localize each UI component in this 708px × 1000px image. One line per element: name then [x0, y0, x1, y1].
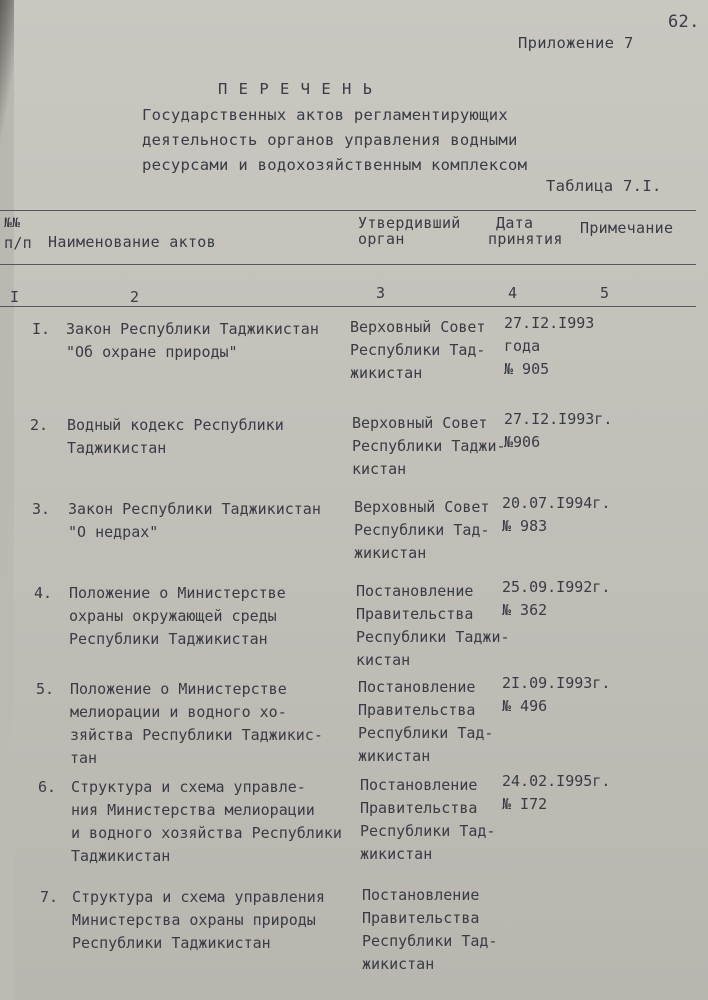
- act-name: [72, 886, 325, 955]
- header-num-line1: №№: [4, 216, 21, 231]
- act-name: [71, 776, 342, 868]
- act-name-line: Таджикистан: [71, 847, 171, 865]
- adoption-date-line: 24.02.I995г.: [502, 772, 611, 790]
- adoption-date-line: года: [504, 337, 541, 355]
- act-name-line: зяйства Республики Таджикис-: [70, 726, 323, 744]
- approving-organ-line: кистан: [356, 651, 411, 669]
- approving-organ-line: жикистан: [350, 364, 423, 382]
- row-number: I.: [32, 320, 51, 338]
- column-numbers-rule: [0, 306, 696, 307]
- act-name-line: Таджикистан: [67, 439, 167, 457]
- header-name: Наименование актов: [48, 233, 216, 251]
- adoption-date-line: № 362: [502, 601, 548, 619]
- act-name-line: мелиорации и водного хо-: [70, 703, 287, 721]
- approving-organ-line: Верховный Совет: [350, 318, 486, 336]
- approving-organ-line: жикистан: [354, 544, 427, 562]
- table-label: Таблица 7.I.: [546, 177, 662, 195]
- header-num-line2: п/п: [4, 234, 32, 252]
- header-bottom-rule: [0, 264, 696, 265]
- approving-organ-line: Республики Тад-: [360, 822, 496, 840]
- approving-organ-line: жикистан: [362, 955, 435, 973]
- act-name-line: Положение о Министерстве: [70, 680, 287, 698]
- approving-organ-line: Постановление: [356, 582, 474, 600]
- approving-organ-line: Правительства: [362, 909, 480, 927]
- adoption-date-line: 27.I2.I993г.: [504, 410, 613, 428]
- act-name: [66, 318, 319, 364]
- appendix-label: Приложение 7: [518, 34, 634, 52]
- act-name-line: Водный кодекс Республики: [67, 416, 284, 434]
- header-organ-line2: орган: [358, 230, 405, 248]
- column-number-2: 2: [130, 288, 140, 306]
- act-name-line: Республики Таджикистан: [69, 630, 268, 648]
- adoption-date: [502, 770, 610, 816]
- subtitle-line-3: ресурсами и водохозяйственным комплексом: [142, 156, 528, 174]
- adoption-date-line: № 496: [502, 697, 548, 715]
- act-name-line: Структура и схема управления: [72, 888, 325, 906]
- table-top-rule: [0, 210, 696, 211]
- act-name-line: "Об охране природы": [66, 343, 238, 361]
- approving-organ-line: Республики Тад-: [354, 521, 490, 539]
- act-name-line: Структура и схема управле-: [71, 778, 306, 796]
- approving-organ-line: кистан: [352, 460, 407, 478]
- approving-organ: [358, 676, 493, 768]
- approving-organ-line: жикистан: [358, 747, 431, 765]
- row-number: 6.: [38, 778, 57, 796]
- column-number-4: 4: [508, 284, 518, 302]
- row-number: 4.: [34, 584, 53, 602]
- act-name: [69, 582, 286, 651]
- approving-organ: [350, 316, 485, 385]
- act-name-line: Закон Республики Таджикистан: [66, 320, 319, 338]
- row-number: 5.: [36, 680, 55, 698]
- adoption-date-line: 27.I2.I993: [504, 314, 595, 332]
- act-name-line: тан: [70, 749, 98, 767]
- header-organ-line1: Утвердивший: [358, 214, 461, 232]
- approving-organ-line: Республики Таджи-: [356, 628, 510, 646]
- adoption-date-line: № I72: [502, 795, 548, 813]
- row-number: 2.: [30, 416, 49, 434]
- approving-organ-line: Республики Тад-: [362, 932, 498, 950]
- act-name-line: Республики Таджикистан: [72, 934, 271, 952]
- approving-organ-line: Постановление: [362, 886, 480, 904]
- approving-organ-line: Правительства: [356, 605, 474, 623]
- act-name-line: ния Министерства мелиорации: [71, 801, 315, 819]
- column-number-5: 5: [600, 284, 610, 302]
- adoption-date: [502, 672, 610, 718]
- act-name-line: и водного хозяйства Республики: [71, 824, 342, 842]
- approving-organ-line: жикистан: [360, 845, 433, 863]
- subtitle-line-1: Государственных актов регламентирующих: [142, 106, 509, 124]
- act-name-line: "О недрах": [68, 523, 159, 541]
- document-title: П Е Р Е Ч Е Н Ь: [218, 80, 373, 98]
- approving-organ-line: Республики Тад-: [350, 341, 486, 359]
- act-name-line: охраны окружающей среды: [69, 607, 277, 625]
- row-number: 3.: [32, 500, 51, 518]
- header-date-line1: Дата: [496, 214, 534, 232]
- approving-organ-line: Республики Таджи-: [352, 437, 506, 455]
- column-number-1: I: [10, 288, 20, 306]
- adoption-date-line: №906: [504, 433, 541, 451]
- column-number-3: 3: [376, 284, 386, 302]
- approving-organ-line: Правительства: [360, 799, 478, 817]
- approving-organ-line: Верховный Совет: [352, 414, 488, 432]
- adoption-date: [504, 408, 612, 454]
- page-number: 62.: [668, 12, 700, 32]
- approving-organ-line: Верховный Совет: [354, 498, 490, 516]
- header-note: Примечание: [580, 219, 674, 237]
- act-name-line: Закон Республики Таджикистан: [68, 500, 321, 518]
- approving-organ-line: Постановление: [360, 776, 478, 794]
- row-number: 7.: [40, 888, 59, 906]
- approving-organ: [360, 774, 495, 866]
- subtitle-line-2: деятельность органов управления водными: [142, 131, 518, 149]
- adoption-date-line: 25.09.I992г.: [502, 578, 611, 596]
- act-name-line: Положение о Министерстве: [69, 584, 286, 602]
- approving-organ-line: Правительства: [358, 701, 476, 719]
- adoption-date: [502, 576, 610, 622]
- adoption-date: [502, 492, 610, 538]
- approving-organ: [356, 580, 510, 672]
- approving-organ: [354, 496, 489, 565]
- adoption-date-line: 2I.09.I993г.: [502, 674, 611, 692]
- act-name: [67, 414, 284, 460]
- header-date-line2: принятия: [488, 230, 563, 248]
- approving-organ: [362, 884, 497, 976]
- act-name: [70, 678, 323, 770]
- adoption-date-line: № 905: [504, 360, 550, 378]
- adoption-date-line: 20.07.I994г.: [502, 494, 611, 512]
- act-name: [68, 498, 321, 544]
- approving-organ-line: Республики Тад-: [358, 724, 494, 742]
- approving-organ: [352, 412, 506, 481]
- act-name-line: Министерства охраны природы: [72, 911, 316, 929]
- adoption-date-line: № 983: [502, 517, 548, 535]
- adoption-date: [504, 312, 594, 381]
- approving-organ-line: Постановление: [358, 678, 476, 696]
